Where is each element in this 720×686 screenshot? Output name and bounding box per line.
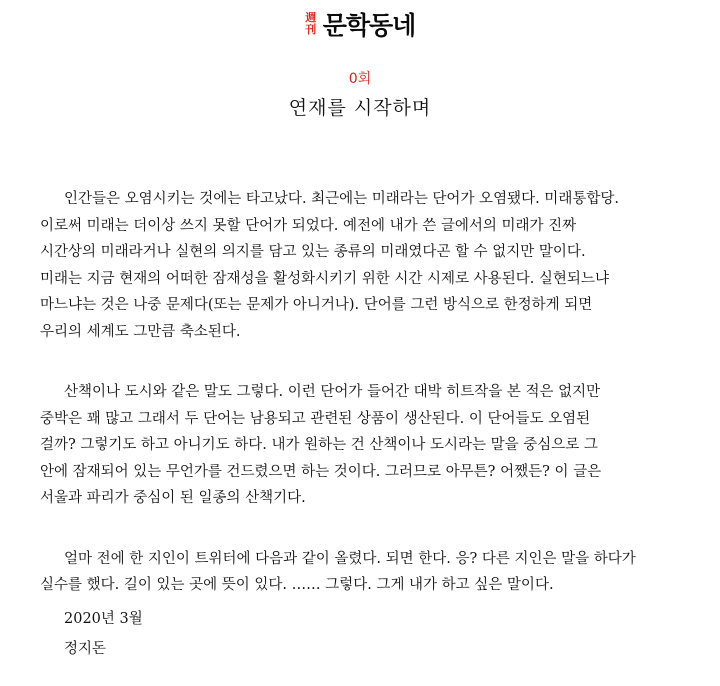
magazine-logo[interactable] [0,4,720,44]
text-line: 서울과 파리가 중심이 된 일종의 산책기다. [40,490,306,506]
text-line: 인간들은 오염시키는 것에는 타고났다. 최근에는 미래라는 단어가 오염됐다. 미래통합당. [64,191,619,207]
text-line: 산책이나 도시와 같은 말도 그렇다. 이런 단어가 들어간 대박 히트작을 본 적은 없지만 [64,384,601,400]
paragraph-3 [40,546,680,599]
text-line: 우리의 세계도 그만큼 축소된다. [40,323,241,340]
signature-date: 2020년 3월 [64,611,143,627]
text-line: 중박은 꽤 많고 그래서 두 단어는 남용되고 관련된 상품이 생산된다. 이 단어들도 오염된 [40,410,591,427]
paragraph-1 [40,186,680,345]
signature-author: 정지돈 [64,641,107,657]
article-body [40,186,680,633]
weekly-mark [305,12,317,36]
episode-label: 0회 [348,71,372,87]
text-line: 얼마 전에 한 지인이 트위터에 다음과 같이 올렸다. 되면 한다. 응? 다른 지인은 말을 하다가 [64,550,636,567]
logo-text: 문학동네 [322,11,416,40]
text-line: 안에 잠재되어 있는 무언가를 건드렸으면 하는 것이다. 그러므로 아무튼? 어쨌든? 이 글은 [40,463,602,480]
text-line: 마느냐는 것은 나중 문제다(또는 문제가 아니거나). 단어를 그런 방식으로 한정하게 되면 [40,297,593,313]
text-line: 실수를 했다. 길이 있는 곳에 뜻이 있다. …… 그렇다. 그게 내가 하고 싶은 말이다. [40,577,554,593]
weekly-mark-top: 週 [305,11,317,24]
text-line: 시간상의 미래라거나 실현의 의지를 담고 있는 종류의 미래였다곤 할 수 없지만 말이다. [40,244,586,260]
text-line: 미래는 지금 현재의 어떠한 잠재성을 활성화시키기 위한 시간 시제로 사용된다. 실현되느냐 [40,270,609,287]
text-line: 이로써 미래는 더이상 쓰지 못할 단어가 되었다. 예전에 내가 쓴 글에서의 미래가 진짜 [40,217,577,234]
weekly-mark-bottom: 刊 [305,23,317,36]
text-line: 걸까? 그렇기도 하고 아니기도 하다. 내가 원하는 건 산책이나 도시라는 말을 중심으로 그 [40,437,598,453]
article-title: 연재를 시작하며 [288,97,432,119]
paragraph-2 [40,379,680,512]
signature-block [64,604,143,664]
